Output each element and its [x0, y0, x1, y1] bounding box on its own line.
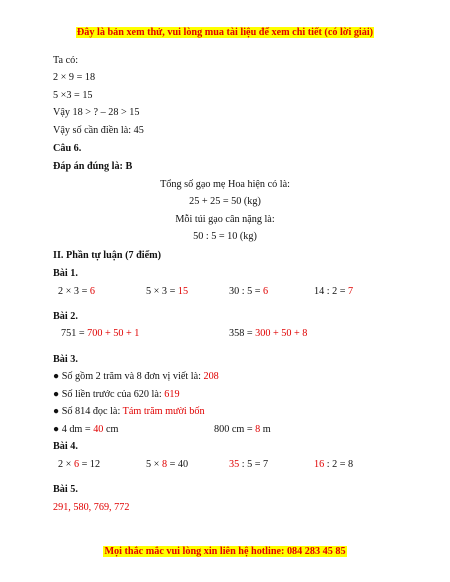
bai3-title: Bài 3.	[53, 354, 78, 365]
intro-line-5: Vậy số cần điền là: 45	[53, 125, 144, 136]
preview-banner: Đây là bản xem thử, vui lòng mua tài liệu để xem chi tiết (có lời giải)	[76, 27, 374, 38]
bai2-item-2: 358 = 300 + 50 + 8	[229, 328, 308, 339]
part2-title: II. Phần tự luận (7 điểm)	[53, 250, 162, 261]
intro-line-4: Vậy 18 > ? – 28 > 15	[53, 107, 140, 118]
cau6-line-3: Mỗi túi gạo cân nặng là:	[175, 214, 275, 225]
bai3-item-3: ● Số 814 đọc là: Tám trăm mười bốn	[53, 406, 205, 417]
bai4-item-1: 2 × 6 = 12	[58, 459, 101, 470]
bai3-item-1: ● Số gồm 2 trăm và 8 đơn vị viết là: 208	[53, 371, 219, 382]
bai4-title: Bài 4.	[53, 441, 78, 452]
bai4-item-3: 35 : 5 = 7	[229, 459, 269, 470]
intro-line-1: Ta có:	[53, 55, 79, 66]
intro-line-3: 5 ×3 = 15	[53, 90, 93, 101]
bai1-item-4: 14 : 2 = 7	[314, 286, 354, 297]
bai1-item-2: 5 × 3 = 15	[146, 286, 189, 297]
bai3-item-2: ● Số liền trước của 620 là: 619	[53, 389, 180, 400]
bai3-item-4a: ● 4 dm = 40 cm	[53, 424, 119, 435]
cau6-line-2: 25 + 25 = 50 (kg)	[189, 196, 261, 207]
hotline-banner: Mọi thắc mắc vui lòng xin liên hệ hotline: 084 283 45 85	[104, 546, 346, 557]
bai3-item-4b: 800 cm = 8 m	[214, 424, 271, 435]
bai4-item-2: 5 × 8 = 40	[146, 459, 189, 470]
bai1-item-3: 30 : 5 = 6	[229, 286, 269, 297]
bai4-item-4: 16 : 2 = 8	[314, 459, 354, 470]
bai1-title: Bài 1.	[53, 268, 78, 279]
bai5-answer: 291, 580, 769, 772	[53, 502, 130, 513]
cau6-title: Câu 6.	[53, 143, 82, 154]
intro-line-2: 2 × 9 = 18	[53, 72, 96, 83]
bai5-title: Bài 5.	[53, 484, 78, 495]
cau6-line-1: Tổng số gạo mẹ Hoa hiện có là:	[160, 179, 290, 190]
cau6-line-4: 50 : 5 = 10 (kg)	[193, 231, 257, 242]
bai2-item-1: 751 = 700 + 50 + 1	[61, 328, 140, 339]
cau6-answer: Đáp án đúng là: B	[53, 161, 133, 172]
bai1-item-1: 2 × 3 = 6	[58, 286, 95, 297]
bai2-title: Bài 2.	[53, 311, 78, 322]
